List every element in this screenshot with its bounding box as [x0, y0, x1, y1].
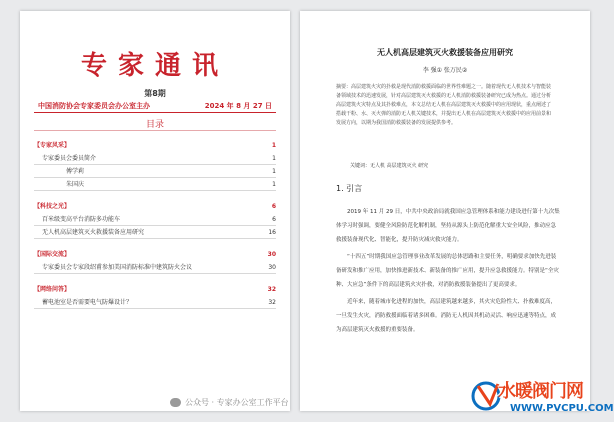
- toc-entry: [34, 165, 276, 178]
- brand-name: 水暖阀门网: [498, 381, 583, 402]
- toc-entry-text: 【网络问答】: [34, 286, 71, 293]
- newsletter-cover-page: [20, 11, 290, 411]
- toc-entry-text: 无人机高层建筑灭火救援装备应用研究: [42, 229, 145, 236]
- toc-page-number: 1: [272, 181, 276, 188]
- article-authors: 李 强① 张万民②: [422, 67, 468, 74]
- toc-section: [34, 283, 276, 296]
- article-keywords: 关键词：无人机 高层建筑灭火 研究: [350, 163, 429, 169]
- toc-entry: [34, 213, 276, 226]
- table-of-contents: [34, 139, 276, 309]
- masthead-title: 专家通讯: [80, 51, 229, 81]
- toc-page-number: 6: [272, 216, 276, 223]
- wechat-icon: [170, 398, 181, 407]
- publisher: 中国消防协会专家委员会办公室主办: [38, 102, 150, 110]
- body-paragraph: “十四五”时期我国应急管理事业改革发展的总体思路和主要任务，明确要求加快先进装备研发和推广应用，加快推进新技术、新装备的推广应用，提升应急救援能力。特别是“全灾种、大应急”条件下的高层建筑火灾扑救，对消防救援装备提出了更高要求。: [336, 254, 559, 288]
- toc-entry-text: 专家委员会专家段绍甫参加美国消防标准中建筑防火会议: [42, 264, 193, 271]
- toc-gap: [34, 274, 276, 283]
- body-paragraph: 2019 年 11 月 29 日，中共中央政治局就我国应急管理体系和能力建设进行第十九次集体学习时强调，要健全风险防范化解机制，坚持从源头上防范化解重大安全风险，推动应急救援装备现代化、智能化，提升防灾减灾救灾能力。: [336, 209, 560, 243]
- toc-page-number: 1: [272, 155, 276, 162]
- toc-entry-text: 【科技之光】: [34, 203, 71, 210]
- publish-date: 2024 年 8 月 27 日: [204, 102, 272, 110]
- toc-rule: [34, 130, 276, 131]
- toc-section: [34, 139, 276, 152]
- toc-entry: [34, 261, 276, 274]
- toc-page-number: 30: [268, 264, 276, 271]
- watermark-text: 公众号 · 专家办公室工作平台: [185, 398, 289, 407]
- toc-entry: [34, 226, 276, 239]
- article-body: [336, 205, 560, 340]
- toc-entry: [34, 152, 276, 165]
- toc-page-number: 1: [271, 142, 276, 149]
- toc-page-number: 16: [268, 229, 276, 236]
- toc-gap: [34, 239, 276, 248]
- toc-entry: [34, 178, 276, 191]
- site-watermark-logo: [468, 372, 614, 418]
- toc-page-number: 1: [272, 168, 276, 175]
- header-rule: [34, 112, 276, 113]
- toc-page-number: 32: [268, 299, 276, 306]
- article-title: 无人机高层建筑灭火救援装备应用研究: [377, 48, 513, 57]
- toc-page-number: 30: [267, 251, 276, 258]
- toc-entry-text: 朱国庆: [66, 181, 85, 188]
- toc-entry-text: 蓄电池室是否需要电气防爆设计？: [42, 299, 133, 306]
- toc-entry: [34, 296, 276, 309]
- toc-section: [34, 248, 276, 261]
- toc-entry-text: 傅学莉: [66, 168, 85, 175]
- brand-url: WWW.PVCPU.COM: [510, 403, 614, 414]
- body-paragraph: 近年来，随着城市化进程的加快，高层建筑越来越多，其火灾危险性大、扑救难度高，一旦发生火灾，消防救援面临着诸多困难。消防无人机因其机动灵活、响应迅速等特点，成为高层建筑灭火救援的重要装备。: [336, 299, 557, 333]
- section-heading: 1. 引言: [336, 184, 363, 193]
- issue-number: 第8期: [144, 89, 166, 98]
- toc-page-number: 6: [271, 203, 276, 210]
- toc-heading: 目录: [145, 120, 164, 130]
- toc-page-number: 32: [267, 286, 276, 293]
- publisher-line: [38, 101, 272, 111]
- article-abstract: 摘要：高层建筑火灾的扑救是现代消防救援面临的世界性难题之一。随着现代无人机技术与智能装备领域技术的迅速发展，针对高层建筑灭火救援的无人机消防救援装备研究已成为热点。通过分析高层建筑火灾特点及其扑救难点，本文总结无人机在高层建筑灭火救援中的应用现状，重点阐述了搭载干粉、水、灭火弹的消防无人机关键技术，并提出无人机在高层建筑灭火救援中的应用前景和发展方向，以期为我国消防救援装备的发展提供参考。: [336, 84, 552, 126]
- toc-entry-text: 专家委员会委员简介: [42, 155, 97, 162]
- wechat-watermark: [170, 397, 289, 408]
- article-page: [300, 11, 590, 411]
- toc-section: [34, 200, 276, 213]
- toc-entry-text: 【国际交流】: [34, 251, 71, 258]
- toc-entry-text: 百米级变高平台消防多功能车: [42, 216, 121, 223]
- toc-gap: [34, 191, 276, 200]
- toc-entry-text: 【专家风采】: [34, 142, 71, 149]
